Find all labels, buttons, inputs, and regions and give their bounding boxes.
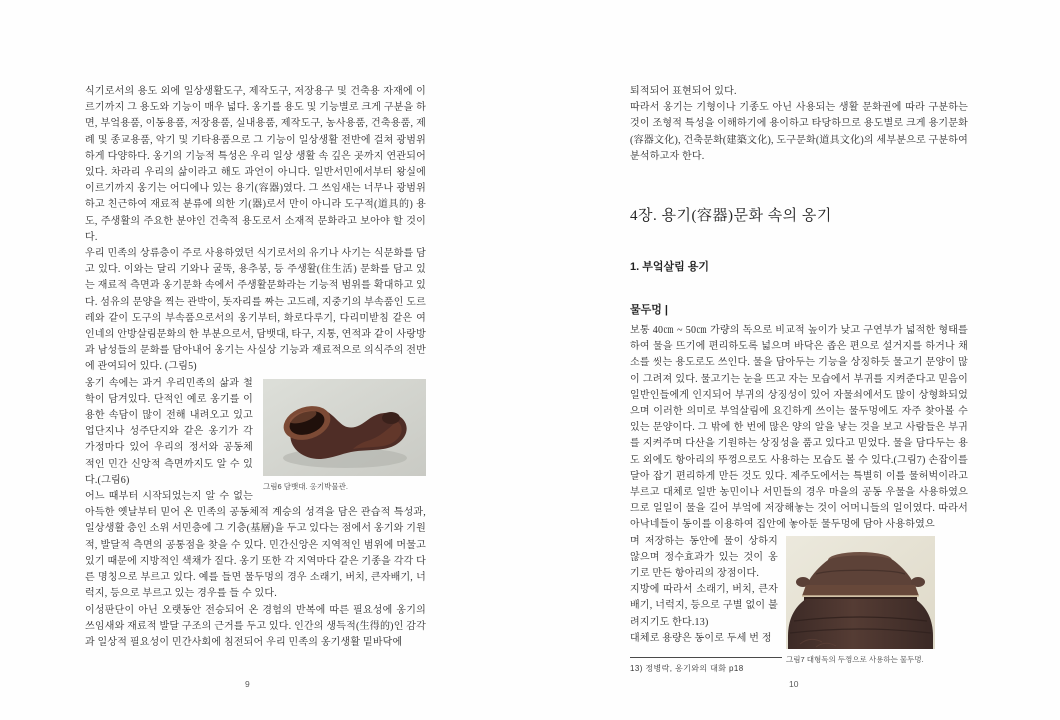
page-number-left: 9 <box>245 679 250 689</box>
paragraph: 따라서 옹기는 기형이나 기종도 아닌 사용되는 생활 문화권에 따라 구분하는 것이 조형적 특성을 이해하기에 용이하고 타당하므로 용도별로 크게 용기문화(容器文化), 건축문화(建築文化), 도구문화(道具文化)의 세부분으로 구분하여 분석하고자 한다. <box>630 102 968 162</box>
paragraph: 보통 40㎝ ~ 50㎝ 가량의 독으로 비교적 높이가 낮고 구연부가 넓적한 형태를 하여 물을 뜨기에 편리하도록 넓으며 바닥은 좁은 편으로 설거지를 하거나 채소를 씻는 용도로도 쓰인다. 물을 담아두는 기능을 상징하듯 물고기 문양이 많이 그려져 있다. 물고기는 눈을 뜨고 자는 모습에서 부귀를 지켜준다고 믿음이 일반인들에게 인지되어 부귀의 상징성이 있어 자물쇠에서도 많이 상형화되었으며 이러한 의미로 부엌살림에 요긴하게 쓰이는 물두멍에도 자주 찾아볼 수 있는 문양이다. 그 밖에 한 번에 많은 양의 알을 낳는 것을 보고 사람들은 부귀를 지켜주며 다산을 기원하는 상징성을 품고 있다고 믿었다. 물을 담다두는 용도 외에도 항아리의 뚜껑으로도 사용하는 모습도 볼 수 있다.(그림7) 손잡이를 달아 잡기 편리하게 만든 것도 있다. 제주도에서는 특별히 이를 물허벅이라고 부르고 대체로 일반 농민이나 서민들의 경우 마을의 공동 우물을 사용하였으므로 일일이 물을 길어 부엌에 저장해놓는 것이 어머니들의 일이였다. 따라서 아낙네들이 동이를 이용하여 집안에 놓아둔 물두멍에 담아 사용하였으 <box>630 325 968 531</box>
page-number-right: 10 <box>789 679 799 689</box>
paragraph: 대체로 용량은 동이로 두세 번 정 <box>630 632 772 644</box>
page-left <box>85 84 426 651</box>
paragraph: 며 저장하는 동안에 물이 상하지 않으며 정수효과가 있는 것이 옹기로 만든 항아리의 장점이다. <box>630 535 778 580</box>
page-right <box>630 84 968 674</box>
figure-caption: 그림6 담뱃대. 옹기박물관. <box>263 481 348 491</box>
paragraph: 옹기 속에는 과거 우리민족의 삶과 철학이 담겨있다. 단적인 예로 옹기를 이용한 속담이 많이 전해 내려오고 있고 업단지나 성주단지와 같은 옹기가 각 가정마다 있어 우리의 정서와 공동체적인 민간 신앙적 측면까지도 알 수 있다.(그림6) <box>85 377 253 486</box>
footnote: 13) 정병락, 옹기와의 대화 p18 <box>630 657 782 674</box>
figure-caption: 그림7 대형독의 두껑으로 사용하는 물두멍. <box>786 654 924 664</box>
figure7 <box>786 536 968 665</box>
paragraph: 지방에 따라서 소래기, 버치, 큰자배기, 너럭지, 등으로 구별 없이 불려지기도 한다.13) <box>630 584 778 628</box>
chapter-heading: 4장. 용기(容器)문화 속의 옹기 <box>630 208 832 225</box>
paragraph: 퇴적되어 표현되어 있다. <box>630 86 737 97</box>
onggi-pot-photo <box>786 536 935 649</box>
section-heading: 1. 부엌살림 용기 <box>630 261 710 274</box>
paragraph: 식기로서의 용도 외에 일상생활도구, 제작도구, 저장용구 및 건축용 자재에 이르기까지 그 용도와 기능이 매우 넓다. 옹기를 용도 및 기능별로 크게 구분을 하면, 부엌용품, 이동용품, 저장용품, 실내용품, 제작도구, 농사용품, 건축용품, 제례 및 종교용품, 악기 및 기타용품으로 그 기능이 일상생활 전반에 걸쳐 광범위하게 다양하다. 옹기의 기능적 특성은 우리 일상 생활 속 깊은 곳까지 연관되어있다. 차라리 우리의 삶이라고 해도 과언이 아니다. 일반서민에서부터 왕실에 이르기까지 옹기는 어디에나 있는 용기(容器)였다. 그 쓰임새는 너무나 광범위하고 친근하여 재료적 분류에 의한 기(器)로서 만이 아니라 도구적(道具的) 용도, 주생활의 주요한 분야인 건축적 용도로서 소재적 문화라고 보아야 할 것이다. <box>85 86 426 243</box>
paragraph: 우리 민족의 상류층이 주로 사용하였던 식기로서의 유기나 사기는 식문화를 담고 있다. 이와는 달리 기와나 굴뚝, 용추봉, 등 주생활(住生活) 문화를 담고 있는 재료적 측면과 옹기문화 속에서 주생활문화라는 기능적 범위를 확대하고 있다. 섬유의 문양을 찍는 관박이, 돗자리를 짜는 고드레, 지중기의 부속품인 도르레와 같이 도구의 부속품으로서의 옹기부터, 화로다루기, 다리미받침 같은 여인네의 안방살림문화의 한 부분으로서, 담뱃대, 타구, 지통, 연적과 같이 사랑방과 남성들의 문화를 담아내어 옹기는 사실상 기능과 재료적으로 의식주의 전반에 관여되어 있다. (그림5) <box>85 248 426 373</box>
pottery-pipe-photo <box>263 379 426 476</box>
entry-heading: 물두멍 | <box>630 304 669 317</box>
figure6 <box>263 379 426 492</box>
paragraph: 어느 때부터 시작되었는지 알 수 없는 아득한 옛날부터 믿어 온 민족의 공동체적 계승의 성격을 담은 관습적 특성과, 일상생활 층인 소위 서민층에 그 기층(基層)을 두고 있다는 점에서 옹기와 기원적, 발달적 측면의 공통점을 찾을 수 있다. 민간신앙은 지역적인 범위에 머물고 있기 때문에 지방적인 색채가 짙다. 옹기 또한 각 지역마다 같은 기종을 각각 다른 명칭으로 부르고 있다. 예를 들면 물두멍의 경우 소래기, 버치, 큰자배기, 너럭지, 등으로 부르고 있는 경우를 들 수 있다. <box>85 491 426 600</box>
paragraph: 이성판단이 아닌 오랫동안 전승되어 온 경험의 반복에 따른 필요성에 옹기의 쓰임새와 재료적 발달 구조의 근거를 두고 있다. 인간의 생득적(生得的)인 감각과 일상적 필요성이 민간사회에 침전되어 우리 민족의 옹기생활 밑바닥에 <box>85 604 426 648</box>
